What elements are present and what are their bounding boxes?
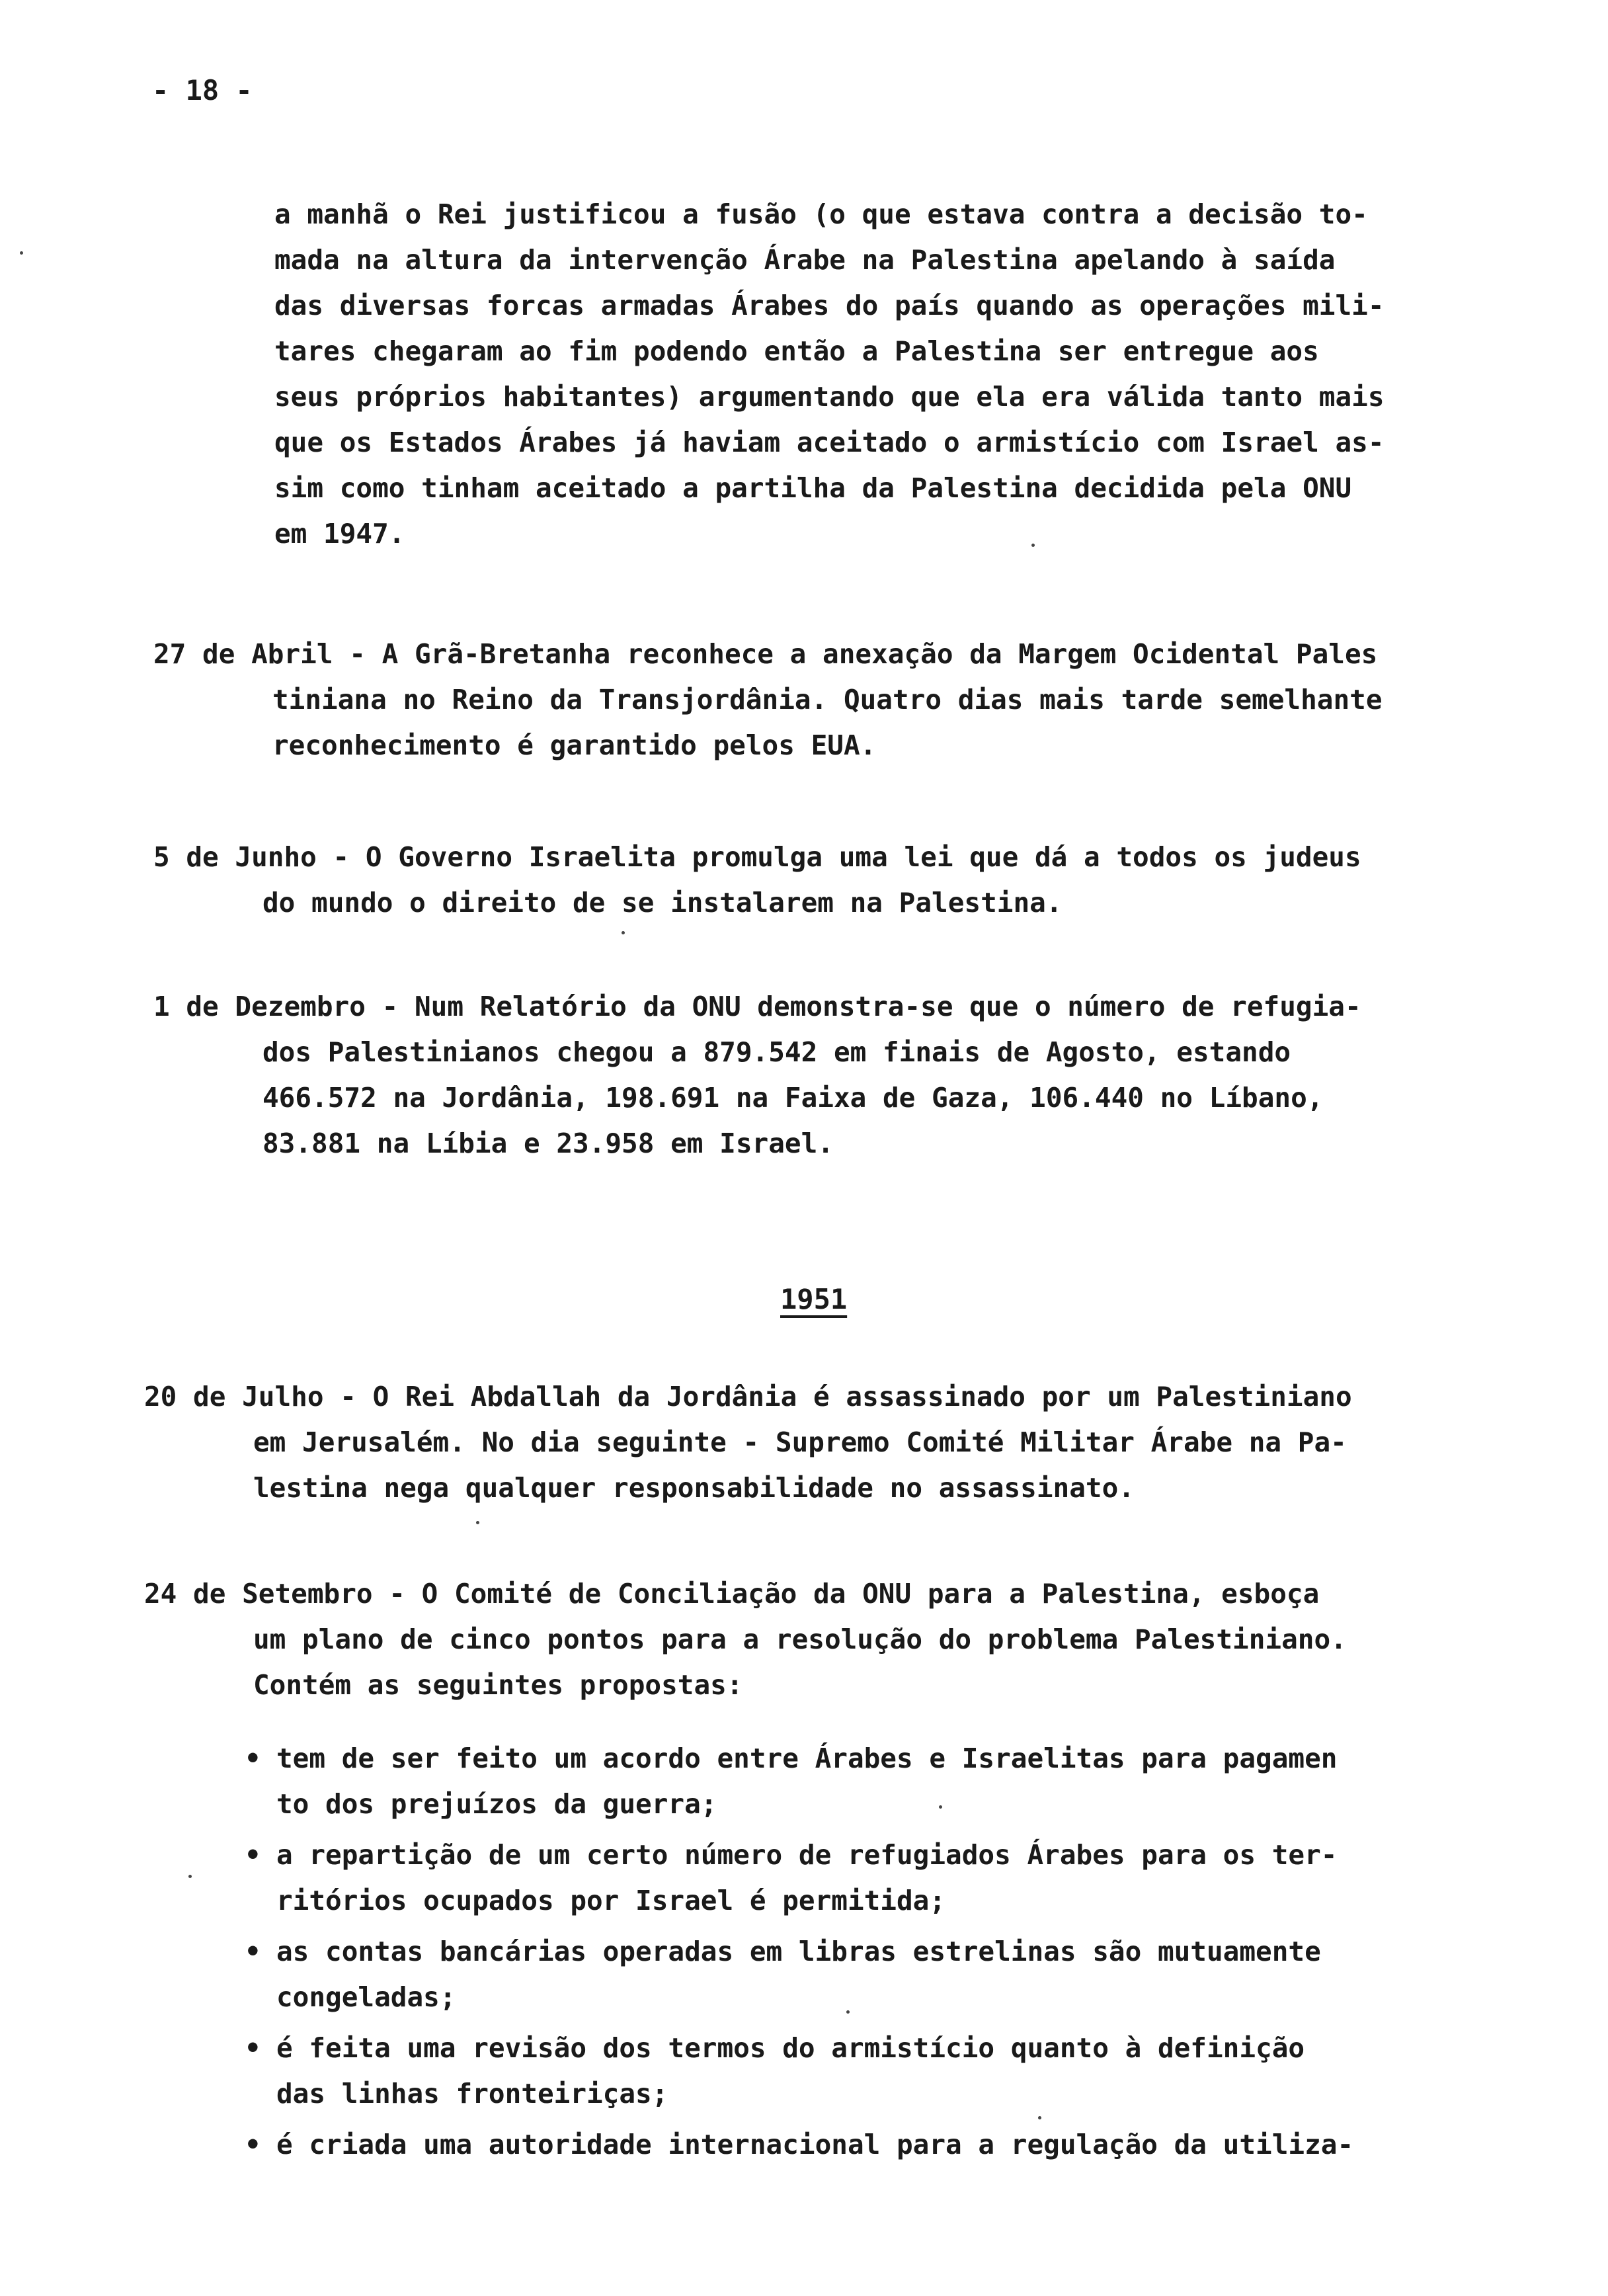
bullet-point: •: [245, 2032, 261, 2064]
text-line: 20 de Julho - O Rei Abdallah da Jordânia é assassinado por um Palestiniano: [144, 1381, 1352, 1413]
text-line: dos Palestinianos chegou a 879.542 em finais de Agosto, estando: [262, 1036, 1291, 1068]
text-line: um plano de cinco pontos para a resolução do problema Palestiniano.: [253, 1623, 1347, 1655]
text-line: 27 de Abril - A Grã-Bretanha reconhece a anexação da Margem Ocidental Pales: [153, 638, 1378, 670]
text-line: a manhã o Rei justificou a fusão (o que estava contra a decisão to-: [274, 198, 1368, 230]
scan-speck: [846, 2010, 850, 2014]
bullet-point: •: [245, 2129, 261, 2160]
proposals-list: [245, 1736, 1353, 2173]
text-line: Contém as seguintes propostas:: [253, 1669, 743, 1701]
scan-speck: [20, 251, 23, 255]
entry-27-abril: [153, 632, 1383, 768]
text-line: é criada uma autoridade internacional para a regulação da utiliza-: [276, 2129, 1354, 2160]
entry-1-dezembro: [153, 984, 1361, 1167]
list-item: [245, 2122, 1353, 2168]
text-line: em 1947.: [274, 518, 405, 550]
text-line: do mundo o direito de se instalarem na Palestina.: [262, 887, 1063, 919]
list-item: [245, 2026, 1353, 2117]
text-line: mada na altura da intervenção Árabe na Palestina apelando à saída: [274, 244, 1336, 276]
text-line: ritórios ocupados por Israel é permitida;: [276, 1885, 946, 1916]
text-line: congeladas;: [276, 1981, 456, 2013]
text-line: em Jerusalém. No dia seguinte - Supremo Comité Militar Árabe na Pa-: [253, 1426, 1347, 1458]
entry-5-junho: [153, 835, 1361, 926]
bullet-point: •: [245, 1936, 261, 1967]
bullet-point: •: [245, 1839, 261, 1871]
text-line: é feita uma revisão dos termos do armistício quanto à definição: [276, 2032, 1305, 2064]
list-item: [245, 1929, 1353, 2020]
text-line: 5 de Junho - O Governo Israelita promulga uma lei que dá a todos os judeus: [153, 841, 1361, 873]
text-line: 1 de Dezembro - Num Relatório da ONU demonstra-se que o número de refugia-: [153, 991, 1361, 1022]
scan-speck: [1038, 2116, 1041, 2119]
page-number: - 18 -: [152, 74, 253, 106]
text-line: tares chegaram ao fim podendo então a Palestina ser entregue aos: [274, 335, 1319, 367]
text-line: as contas bancárias operadas em libras estrelinas são mutuamente: [276, 1936, 1321, 1967]
scan-speck: [622, 931, 625, 934]
text-line: que os Estados Árabes já haviam aceitado o armistício com Israel as-: [274, 427, 1385, 458]
entry-20-julho: [144, 1374, 1352, 1511]
text-line: to dos prejuízos da guerra;: [276, 1788, 717, 1820]
list-item: [245, 1832, 1353, 1924]
text-line: 466.572 na Jordânia, 198.691 na Faixa de Gaza, 106.440 no Líbano,: [262, 1082, 1324, 1114]
text-line: tiniana no Reino da Transjordânia. Quatro dias mais tarde semelhante: [272, 684, 1383, 716]
text-line: a repartição de um certo número de refugiados Árabes para os ter-: [276, 1839, 1338, 1871]
text-line: 83.881 na Líbia e 23.958 em Israel.: [262, 1128, 834, 1159]
year-heading-1951: 1951: [780, 1283, 848, 1315]
text-line: reconhecimento é garantido pelos EUA.: [272, 729, 877, 761]
text-line: das linhas fronteiriças;: [276, 2078, 668, 2110]
text-line: sim como tinham aceitado a partilha da Palestina decidida pela ONU: [274, 472, 1352, 504]
text-line: seus próprios habitantes) argumentando que ela era válida tanto mais: [274, 381, 1385, 413]
text-line: tem de ser feito um acordo entre Árabes e Israelitas para pagamen: [276, 1742, 1338, 1774]
entry-24-setembro: [144, 1571, 1347, 1708]
scan-speck: [1031, 544, 1035, 547]
text-line: 24 de Setembro - O Comité de Conciliação da ONU para a Palestina, esboça: [144, 1578, 1320, 1610]
list-item: [245, 1736, 1353, 1827]
text-line: lestina nega qualquer responsabilidade no assassinato.: [253, 1472, 1135, 1504]
scan-speck: [188, 1875, 192, 1878]
scan-speck: [476, 1521, 479, 1524]
bullet-point: •: [245, 1742, 261, 1774]
text-line: das diversas forcas armadas Árabes do país quando as operações mili-: [274, 290, 1385, 321]
scan-speck: [939, 1805, 942, 1809]
opening-paragraph: [274, 192, 1385, 557]
